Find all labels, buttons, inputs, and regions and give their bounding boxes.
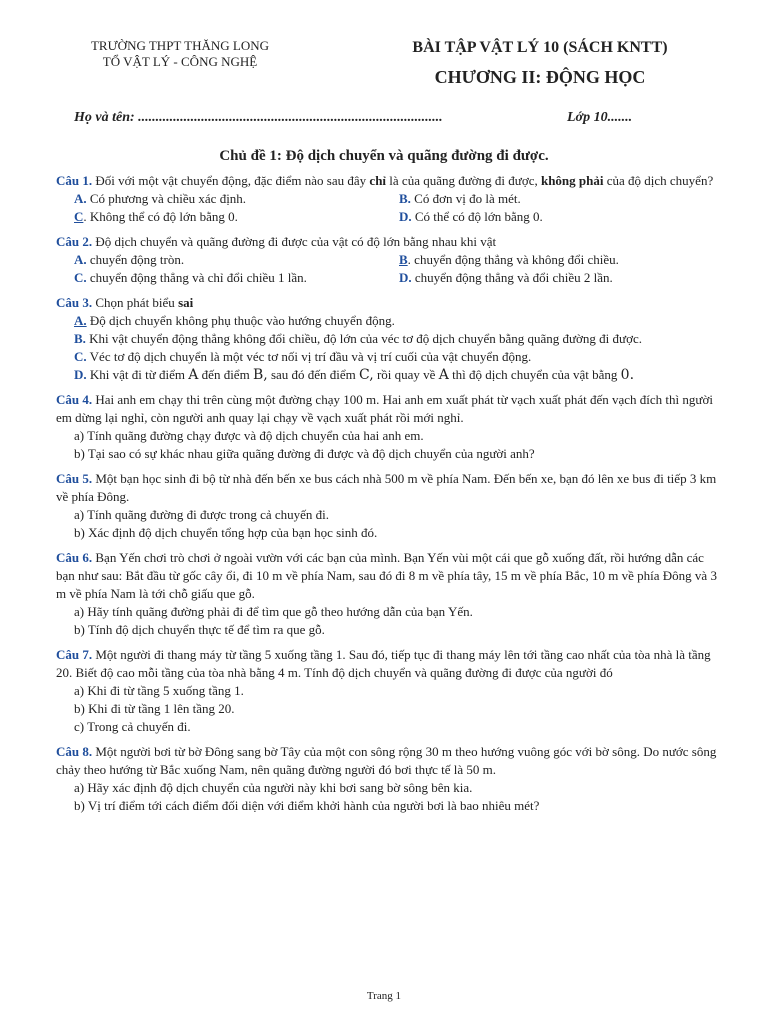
point-symbol: C, — [359, 367, 374, 383]
subquestion-a: a) Hãy tính quãng đường phải đi để tìm que gỗ theo hướng dẫn của bạn Yến. — [74, 604, 473, 619]
question-1-options-row-2 — [56, 208, 724, 226]
option-letter: B — [399, 252, 408, 267]
option-text: đến điểm — [198, 367, 253, 382]
option-text: . chuyển động thẳng và không đổi chiều. — [407, 252, 619, 267]
option-text: chuyển động tròn. — [86, 252, 185, 267]
question-8-label: Câu 8. — [56, 744, 93, 759]
question-4-stem — [56, 391, 724, 427]
question-7-stem — [56, 646, 724, 682]
question-4 — [56, 391, 724, 463]
option-letter: B. — [74, 331, 86, 346]
option-letter: A. — [74, 252, 87, 267]
point-symbol: A — [188, 367, 199, 383]
subquestion-b: b) Xác định độ dịch chuyển tổng hợp của bạn học sinh đó. — [74, 525, 378, 540]
question-1-text: Đối với một vật chuyển động, đặc điểm nào sau đây — [92, 173, 370, 188]
question-1-emphasis-2: không phải — [540, 173, 604, 188]
option-a — [56, 312, 724, 330]
option-b — [399, 190, 724, 208]
option-text: . Không thể có độ lớn bằng 0. — [83, 209, 238, 224]
option-text: Độ dịch chuyển không phụ thuộc vào hướng chuyển động. — [86, 313, 395, 328]
option-letter: C. — [74, 349, 87, 364]
subquestion-a: a) Khi đi từ tầng 5 xuống tầng 1. — [74, 683, 244, 698]
option-d — [399, 269, 724, 287]
question-1-label: Câu 1. — [56, 173, 93, 188]
question-list — [56, 172, 724, 822]
option-b — [399, 251, 724, 269]
subquestion-b: b) Vị trí điểm tới cách điểm đối diện với điểm khởi hành của người bơi là bao nhiêu mét? — [74, 798, 540, 813]
option-text: Có thể có độ lớn bằng 0. — [411, 209, 543, 224]
question-2-options-row-2 — [56, 269, 724, 287]
question-3 — [56, 294, 724, 384]
question-3-text: Chọn phát biểu — [92, 295, 179, 310]
option-b — [56, 330, 724, 348]
topic-heading: Chủ đề 1: Độ dịch chuyển và quãng đường đi được. — [219, 148, 549, 164]
question-6-text: Bạn Yến chơi trò chơi ở ngoài vườn với các bạn của mình. Bạn Yến vùi một cái que gỗ xuống đất, rồi hướng dẫn các bạn như sau: Bắt đầu từ gốc cây ổi, đi 10 m về phía Nam, sau đó đi 8 m về phía tây, 15 m về phía Bắc, 10 m về phía Đông và 3 m về phía Nam là tới chỗ giấu que gỗ. — [56, 550, 717, 601]
question-8-stem — [56, 743, 724, 779]
subquestion-a: a) Hãy xác định độ dịch chuyển của người này khi bơi sang bờ sông bên kia. — [74, 780, 473, 795]
question-6-stem — [56, 549, 724, 603]
question-1-stem — [56, 172, 724, 190]
option-a — [74, 190, 399, 208]
question-2-text: Độ dịch chuyển và quãng đường đi được của vật có độ lớn bằng nhau khi vật — [92, 234, 497, 249]
option-c — [56, 348, 724, 366]
option-text: thì độ dịch chuyển của vật bằng — [448, 367, 621, 382]
question-2-label: Câu 2. — [56, 234, 93, 249]
name-dots: ....................................................................................... — [134, 110, 443, 125]
question-7 — [56, 646, 724, 736]
question-3-emphasis: sai — [178, 295, 194, 310]
school-header — [60, 38, 300, 70]
question-7-text: Một người đi thang máy từ tầng 5 xuống tầng 1. Sau đó, tiếp tục đi thang máy lên tới tầng cao nhất của tòa nhà là tầng 20. Biết độ cao mỗi tầng của tòa nhà bằng 4 m. Tính độ dịch chuyển và quãng đường đi được của người đó — [56, 647, 711, 680]
option-d — [399, 208, 724, 226]
option-c — [74, 269, 399, 287]
option-c — [74, 208, 399, 226]
question-7-label: Câu 7. — [56, 647, 93, 662]
question-2-stem — [56, 233, 724, 251]
question-1-options-row-1 — [56, 190, 724, 208]
question-1-emphasis: chỉ — [369, 173, 387, 188]
question-5-text: Một bạn học sinh đi bộ từ nhà đến bến xe bus cách nhà 500 m về phía Nam. Đến bến xe, bạn đó lên xe bus đi tiếp 3 km về phía Đông. — [56, 471, 717, 504]
name-label: Họ và tên: — [74, 110, 135, 125]
school-name: TRƯỜNG THPT THĂNG LONG — [90, 38, 269, 53]
question-2-options-row-1 — [56, 251, 724, 269]
subquestion-b: b) Tại sao có sự khác nhau giữa quãng đường đi được và độ dịch chuyển của người anh? — [74, 446, 535, 461]
title-line-2: CHƯƠNG II: ĐỘNG HỌC — [434, 67, 646, 87]
option-text: rồi quay về — [373, 367, 439, 382]
option-a — [74, 251, 399, 269]
option-letter: C. — [74, 270, 87, 285]
point-symbol: A — [438, 367, 449, 383]
question-3-label: Câu 3. — [56, 295, 93, 310]
title-line-1: BÀI TẬP VẬT LÝ 10 (SÁCH KNTT) — [412, 39, 668, 56]
zero-symbol: 0. — [620, 367, 635, 383]
question-6-label: Câu 6. — [56, 550, 93, 565]
subquestion-a: a) Tính quãng đường đi được trong cả chuyến đi. — [74, 507, 330, 522]
option-text: sau đó đến điểm — [267, 367, 360, 382]
option-letter: D. — [399, 270, 412, 285]
question-8 — [56, 743, 724, 815]
option-text: chuyển động thẳng và đổi chiều 2 lần. — [411, 270, 613, 285]
option-letter: D. — [399, 209, 412, 224]
page-number: Trang 1 — [366, 990, 402, 1002]
option-letter: A. — [74, 191, 87, 206]
subquestion-c: c) Trong cả chuyến đi. — [74, 719, 191, 734]
subquestion-a: a) Tính quãng đường chạy được và độ dịch chuyển của hai anh em. — [74, 428, 424, 443]
option-text: Khi vật chuyển động thẳng không đổi chiều, độ lớn của véc tơ độ dịch chuyển bằng quãng đường đi được. — [85, 331, 642, 346]
option-letter: C — [74, 209, 84, 224]
question-5 — [56, 470, 724, 542]
question-1 — [56, 172, 724, 226]
option-d — [56, 366, 724, 384]
option-letter: A. — [74, 313, 87, 328]
option-text: Có đơn vị đo là mét. — [410, 191, 521, 206]
point-symbol: B, — [252, 367, 268, 383]
question-5-label: Câu 5. — [56, 471, 93, 486]
question-8-text: Một người bơi từ bờ Đông sang bờ Tây của một con sông rộng 30 m theo hướng vuông góc với bờ sông. Do nước sông chảy theo hướng từ Bắc xuống Nam, nên quãng đường người đó bơi thực tế là 50 m. — [56, 744, 717, 777]
question-5-stem — [56, 470, 724, 506]
question-4-text: Hai anh em chạy thi trên cùng một đường chạy 100 m. Hai anh em xuất phát từ vạch xuất phát đến vạch đích thì người em dừng lại nghỉ, còn người anh quay lại chạy về vạch xuất phát rồi mới nghỉ. — [56, 392, 713, 425]
question-4-label: Câu 4. — [56, 392, 93, 407]
class-label: Lớp 10....... — [567, 110, 633, 125]
option-text: Khi vật đi từ điểm — [86, 367, 189, 382]
option-text: Véc tơ độ dịch chuyển là một véc tơ nối vị trí đầu và vị trí cuối của vật chuyển động. — [86, 349, 532, 364]
option-letter: B. — [399, 191, 411, 206]
subquestion-b: b) Khi đi từ tầng 1 lên tầng 20. — [74, 701, 235, 716]
question-1-text-cont: là của quãng đường đi được, — [386, 173, 541, 188]
student-info-line — [74, 110, 633, 126]
question-3-stem — [56, 294, 724, 312]
question-2 — [56, 233, 724, 287]
option-text: Có phương và chiều xác định. — [86, 191, 247, 206]
subquestion-b: b) Tính độ dịch chuyển thực tế để tìm ra que gỗ. — [74, 622, 325, 637]
question-1-text-end: của độ dịch chuyển? — [603, 173, 714, 188]
document-title — [370, 38, 710, 88]
question-6 — [56, 549, 724, 639]
department-name: TỔ VẬT LÝ - CÔNG NGHỆ — [102, 54, 258, 69]
option-text: chuyển động thẳng và chỉ đổi chiều 1 lần. — [86, 270, 307, 285]
option-letter: D. — [74, 367, 87, 382]
